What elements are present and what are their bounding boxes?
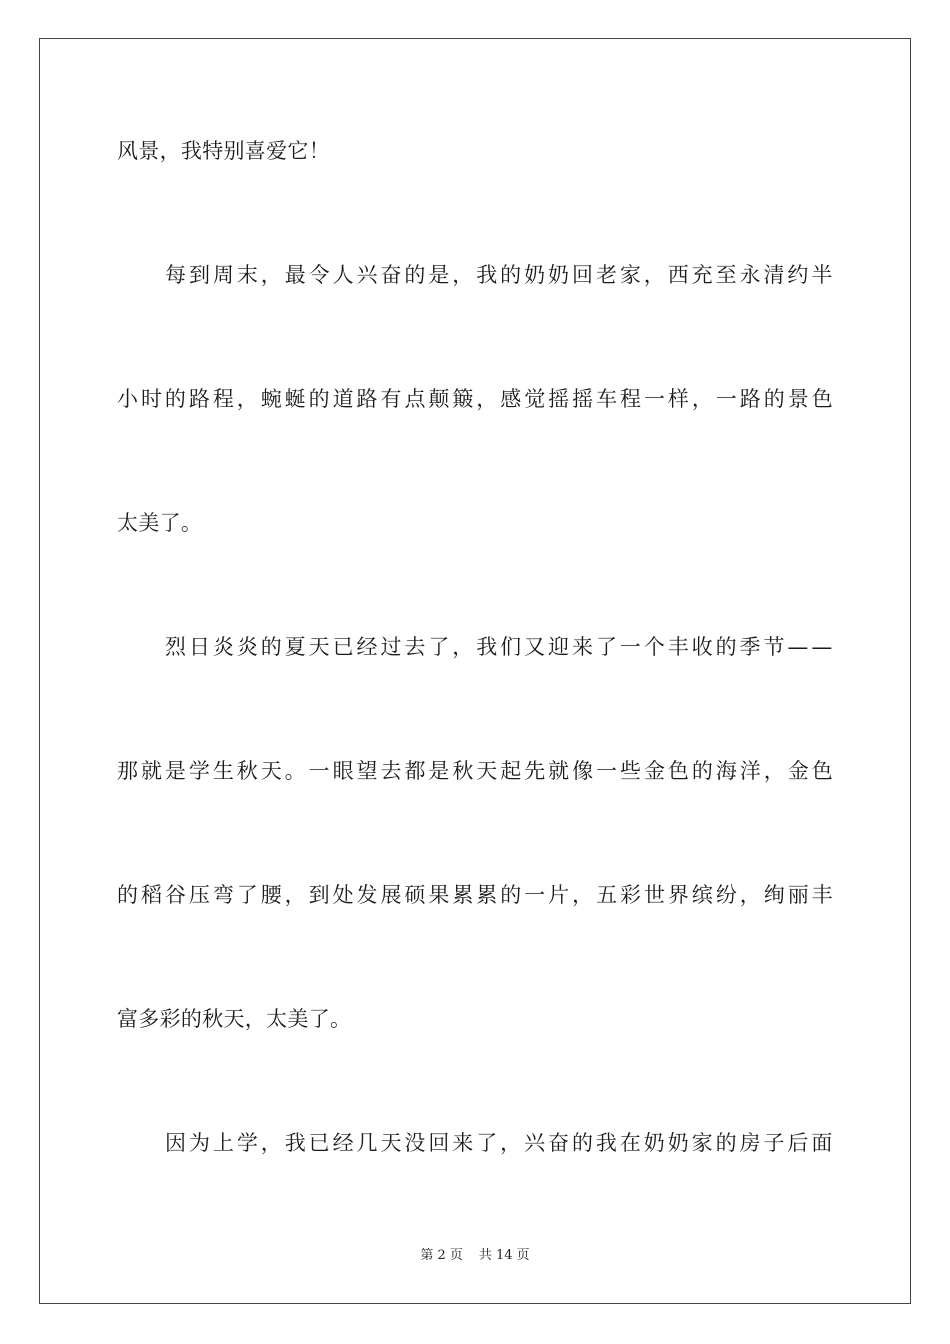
page-number: 第 2 页 xyxy=(420,1248,463,1263)
page-total: 共 14 页 xyxy=(478,1248,530,1263)
text-line-3: 小 时 的 路 程 ， 蜿 蜒 的 道 路 有 点 颠 簸 ， 感 觉 摇 摇 车 程 一 样 ， 一 路 的 景 色 xyxy=(117,387,833,411)
text-line-6: 那 就 是 学 生 秋 天 。 一 眼 望 去 都 是 秋 天 起 先 就 像 一 些 金 色 的 海 洋 ， 金 色 xyxy=(117,759,833,783)
page-footer xyxy=(0,1244,950,1263)
page-border xyxy=(39,38,911,1304)
text-line-2: 每 到 周 末 ， 最 令 人 兴 奋 的 是 ， 我 的 奶 奶 回 老 家 ， 西 充 至 永 清 约 半 xyxy=(165,263,833,287)
text-line-7: 的 稻 谷 压 弯 了 腰 ， 到 处 发 展 硕 果 累 累 的 一 片 ， 五 彩 世 界 缤 纷 ， 绚 丽 丰 xyxy=(117,883,833,907)
text-line-9: 因 为 上 学 ， 我 已 经 几 天 没 回 来 了 ， 兴 奋 的 我 在 奶 奶 家 的 房 子 后 面 xyxy=(165,1131,833,1155)
text-line-1: 风景，我特别喜爱它！ xyxy=(117,139,330,163)
text-line-5: 烈 日 炎 炎 的 夏 天 已 经 过 去 了 ， 我 们 又 迎 来 了 一 个 丰 收 的 季 节 — — xyxy=(165,635,833,659)
text-line-8: 富多彩的秋天，太美了。 xyxy=(117,1007,352,1031)
text-line-4: 太美了。 xyxy=(117,511,203,535)
